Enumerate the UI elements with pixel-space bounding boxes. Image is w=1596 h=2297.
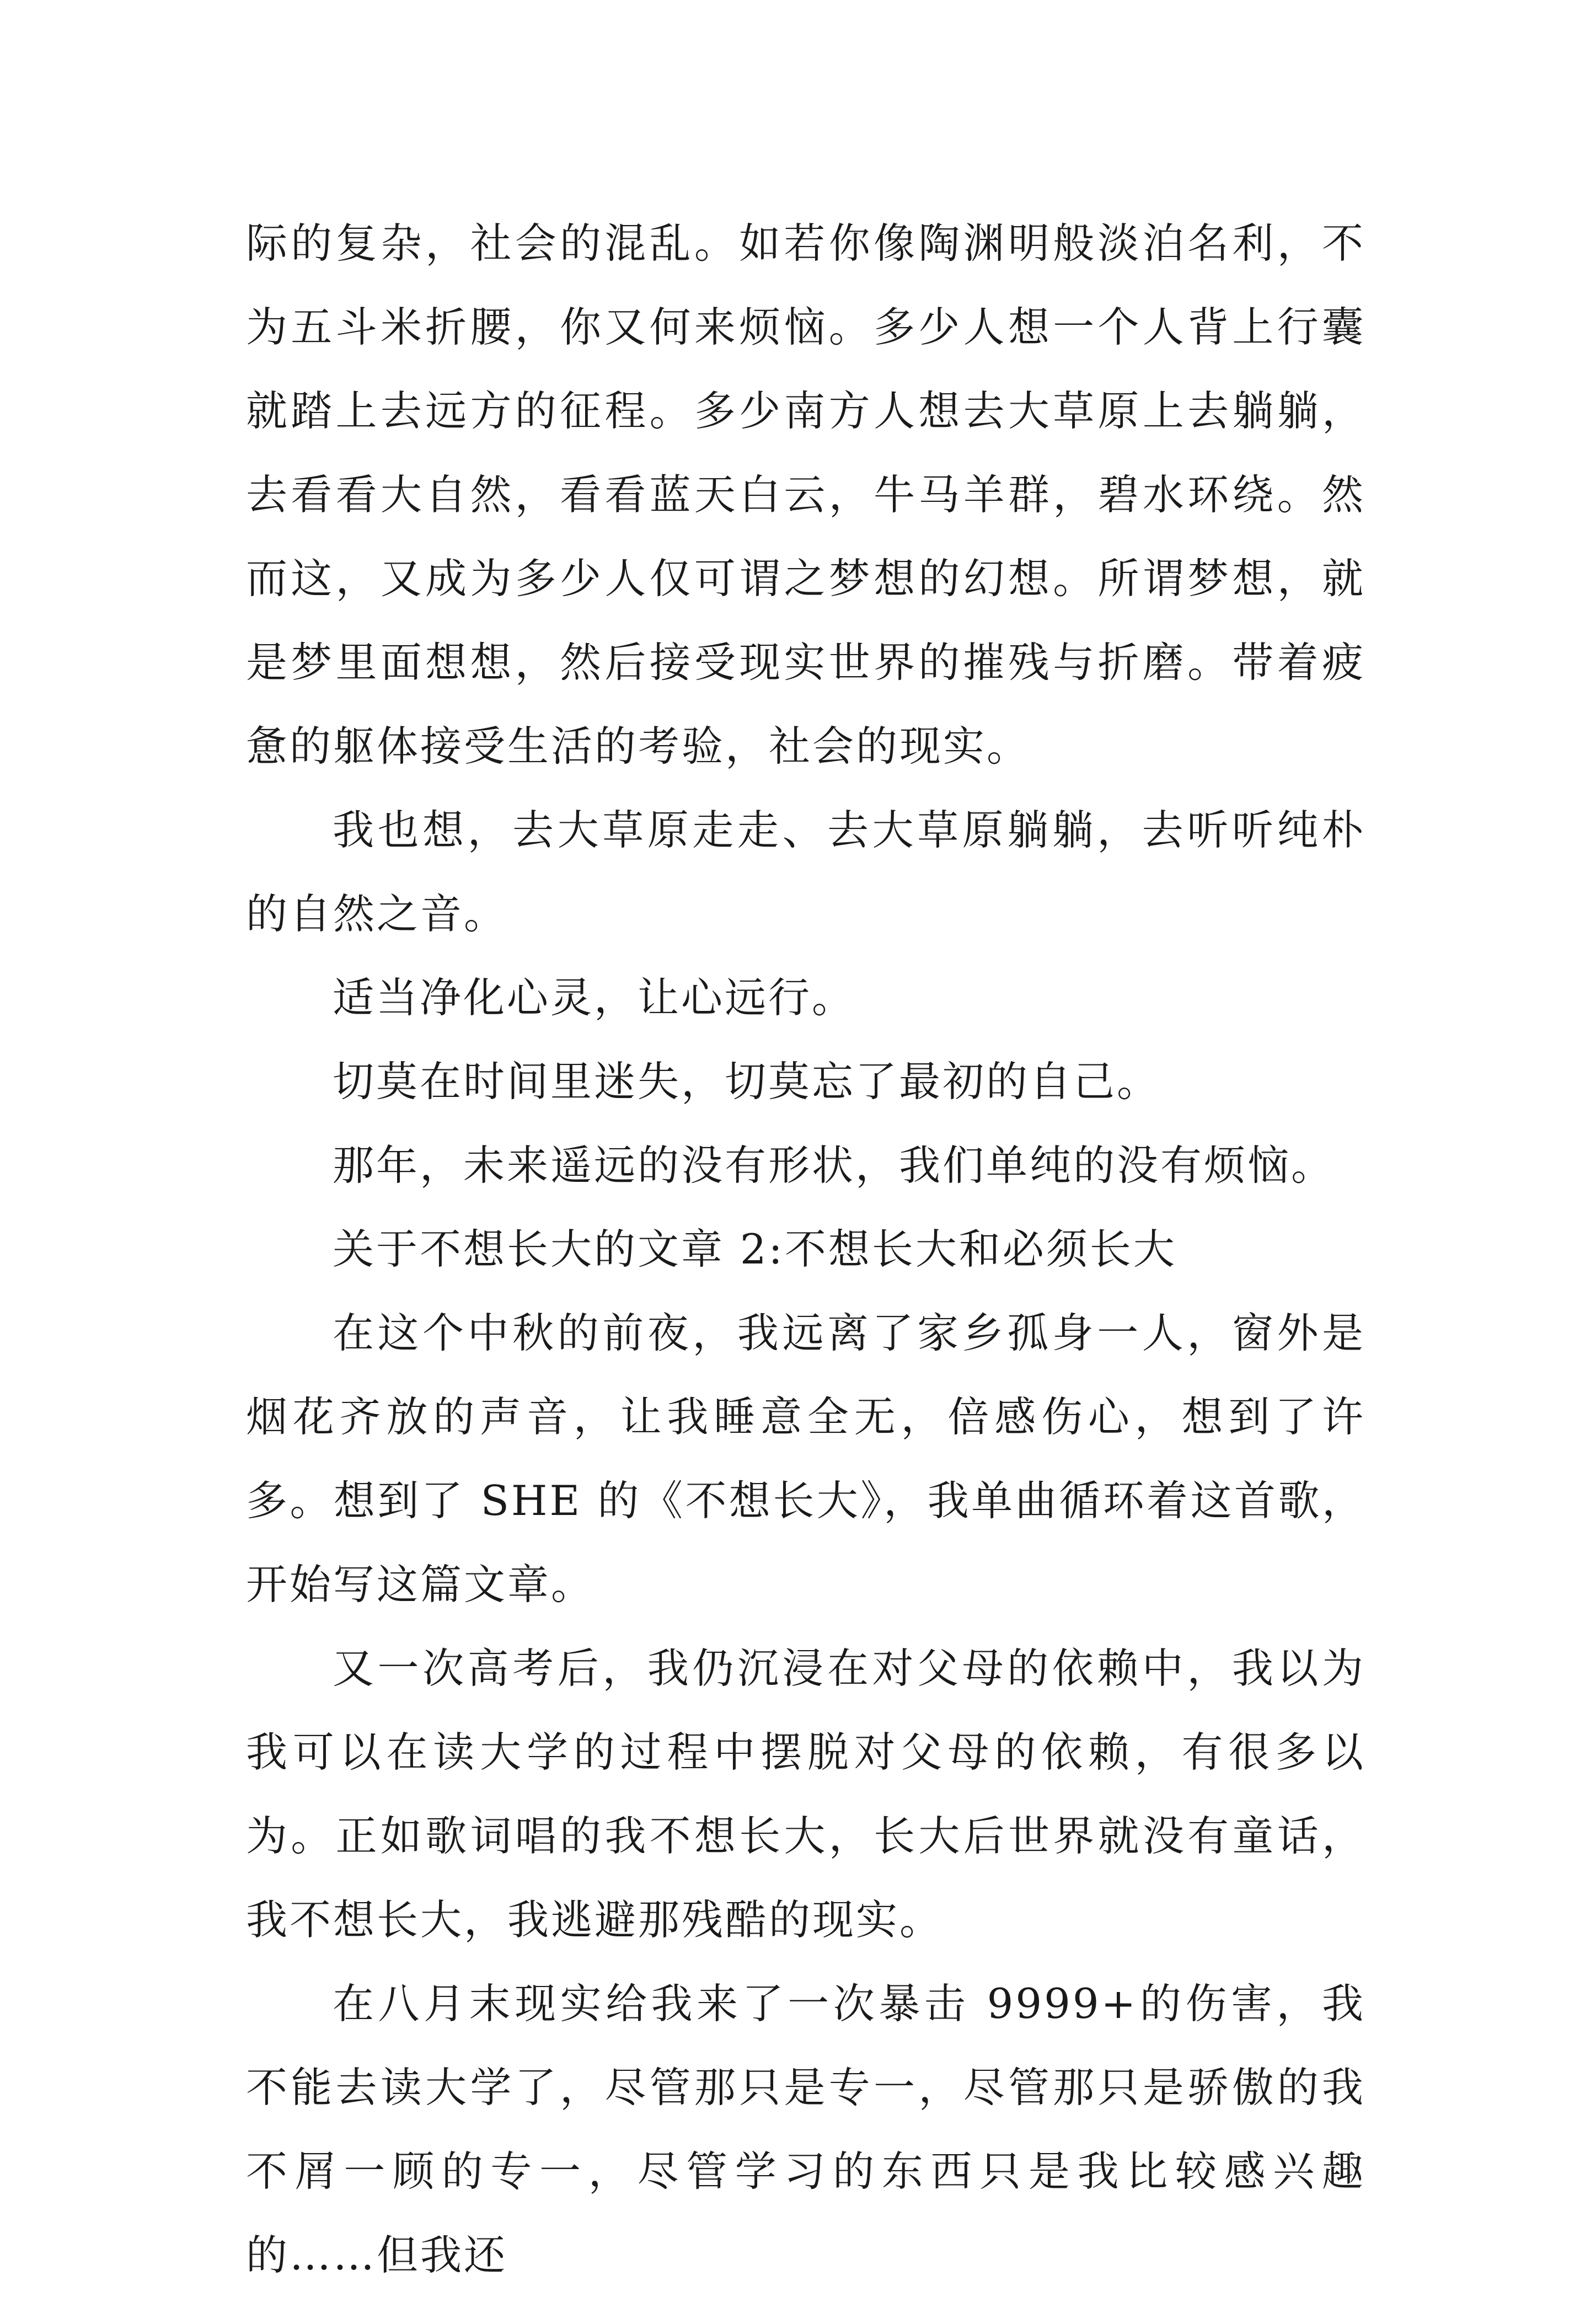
paragraph: 我也想，去大草原走走、去大草原躺躺，去听听纯朴的自然之音。 (246, 806, 1365, 938)
body-text (246, 201, 1365, 2297)
paragraph: 切莫在时间里迷失，切莫忘了最初的自己。 (333, 1057, 1161, 1106)
paragraph: 又一次高考后，我仍沉浸在对父母的依赖中，我以为我可以在读大学的过程中摆脱对父母的依赖，有很多以为。正如歌词唱的我不想长大，长大后世界就没有童话，我不想长大，我逃避那残酷的现实。 (246, 1644, 1365, 1944)
section-heading: 关于不想长大的文章 2:不想长大和必须长大 (333, 1225, 1177, 1273)
paragraph: 那年，未来遥远的没有形状，我们单纯的没有烦恼。 (333, 1141, 1335, 1190)
paragraph: 在这个中秋的前夜，我远离了家乡孤身一人，窗外是烟花齐放的声音，让我睡意全无，倍感伤心，想到了许多。想到了 SHE 的《不想长大》，我单曲循环着这首歌，开始写这篇文章。 (246, 1309, 1365, 1609)
paragraph: 际的复杂，社会的混乱。如若你像陶渊明般淡泊名利，不为五斗米折腰，你又何来烦恼。多少人想一个人背上行囊就踏上去远方的征程。多少南方人想去大草原上去躺躺，去看看大自然，看看蓝天白云，牛马羊群，碧水环绕。然而这，又成为多少人仅可谓之梦想的幻想。所谓梦想，就是梦里面想想，然后接受现实世界的摧残与折磨。带着疲惫的躯体接受生活的考验，社会的现实。 (246, 219, 1365, 770)
paragraph: 在八月末现实给我来了一次暴击 9999+的伤害，我不能去读大学了，尽管那只是专一，尽管那只是骄傲的我不屑一顾的专一，尽管学习的东西只是我比较感兴趣的……但我还 (246, 1979, 1365, 2279)
paragraph: 适当净化心灵，让心远行。 (333, 973, 856, 1022)
